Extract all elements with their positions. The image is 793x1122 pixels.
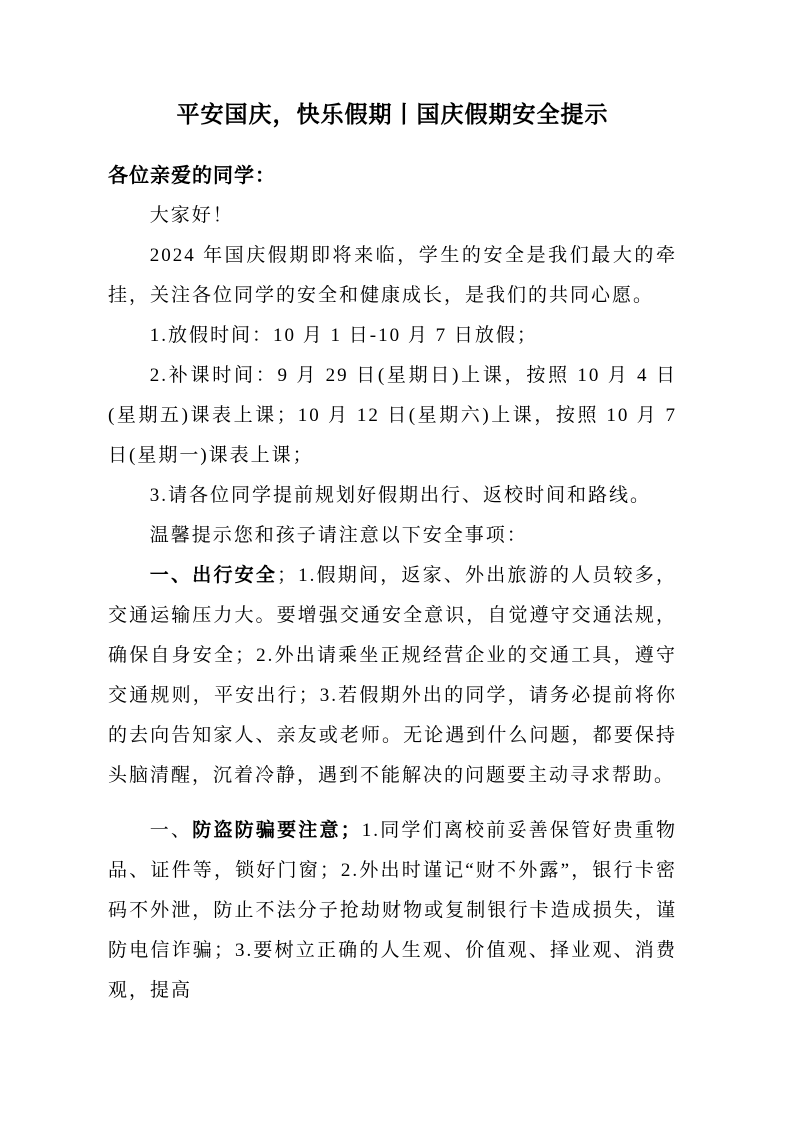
paragraph-holiday-time: 1.放假时间：10 月 1 日-10 月 7 日放假；	[149, 325, 538, 346]
paragraph-section-travel-safety	[108, 556, 677, 796]
paragraph-intro: 2024 年国庆假期即将来临，学生的安全是我们最大的牵挂，关注各位同学的安全和健康成长，是我们的共同心愿。	[108, 245, 677, 306]
paragraph-makeup-classes: 2.补课时间：9 月 29 日(星期日)上课，按照 10 月 4 日(星期五)课表上课；10 月 12 日(星期六)上课，按照 10 月 7 日(星期一)课表上课；	[108, 365, 677, 466]
paragraph-reminder: 温馨提示您和孩子请注意以下安全事项：	[149, 525, 528, 546]
paragraph-greeting: 大家好！	[149, 205, 234, 226]
section-travel-safety-body: ；1.假期间，返家、外出旅游的人员较多，交通运输压力大。要增强交通安全意识，自觉遵守交通法规，确保自身安全；2.外出请乘坐正规经营企业的交通工具，遵守交通规则，平安出行；3.若假期外出的同学，请务必提前将你的去向告知家人、亲友或老师。无论遇到什么问题，都要保持头脑清醒，沉着冷静，遇到不能解决的问题要主动寻求帮助。	[108, 565, 677, 786]
section-theft-fraud-prefix: 一、	[149, 820, 193, 841]
document-title: 平安国庆，快乐假期丨国庆假期安全提示	[176, 101, 609, 127]
section-theft-fraud-heading: 防盗防骗要注意；	[192, 820, 362, 841]
paragraph-plan-ahead: 3.请各位同学提前规划好假期出行、返校时间和路线。	[149, 485, 652, 506]
salutation: 各位亲爱的同学：	[108, 165, 276, 187]
section-travel-safety-heading: 一、出行安全	[149, 565, 278, 586]
section-theft-fraud-body: 1.同学们离校前妥善保管好贵重物品、证件等，锁好门窗；2.外出时谨记“财不外露”，银行卡密码不外泄，防止不法分子抢劫财物或复制银行卡造成损失，谨防电信诈骗；3.要树立正确的人生观、价值观、择业观、消费观，提高	[108, 820, 677, 1001]
paragraph-section-theft-fraud	[108, 811, 677, 1011]
